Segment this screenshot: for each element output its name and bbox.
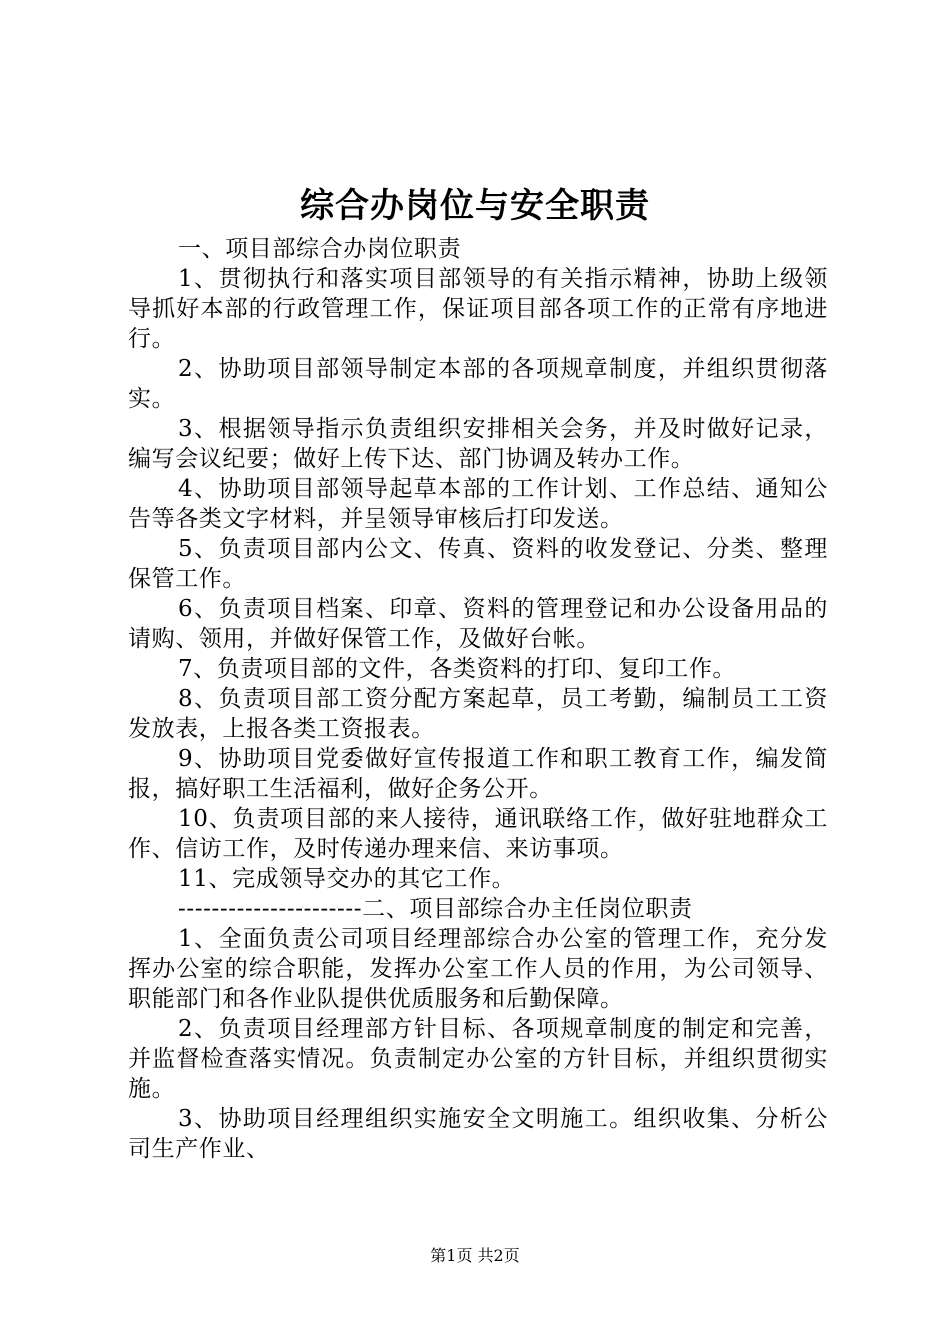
paragraph-item: 2、协助项目部领导制定本部的各项规章制度，并组织贯彻落实。: [128, 356, 828, 412]
paragraph-item: 6、负责项目档案、印章、资料的管理登记和办公设备用品的请购、领用，并做好保管工作，及做好台帐。: [128, 596, 828, 652]
section-heading-1: 一、项目部综合办岗位职责: [178, 236, 462, 262]
section-heading-2: ----------------------二、项目部综合办主任岗位职责: [178, 896, 693, 922]
paragraph-item: 3、协助项目经理组织实施安全文明施工。组织收集、分析公司生产作业、: [128, 1106, 828, 1162]
document-body: [128, 234, 828, 1164]
paragraph-item: 7、负责项目部的文件，各类资料的打印、复印工作。: [178, 656, 737, 682]
paragraph-item: 1、贯彻执行和落实项目部领导的有关指示精神，协助上级领导抓好本部的行政管理工作，保证项目部各项工作的正常有序地进行。: [128, 266, 828, 352]
paragraph-item: 3、根据领导指示负责组织安排相关会务，并及时做好记录，编写会议纪要；做好上传下达、部门协调及转办工作。: [128, 416, 828, 472]
paragraph-item: 4、协助项目部领导起草本部的工作计划、工作总结、通知公告等各类文字材料，并呈领导审核后打印发送。: [128, 476, 828, 532]
paragraph-item: 5、负责项目部内公文、传真、资料的收发登记、分类、整理保管工作。: [128, 536, 828, 592]
paragraph-item: 1、全面负责公司项目经理部综合办公室的管理工作，充分发挥办公室的综合职能，发挥办公室工作人员的作用，为公司领导、职能部门和各作业队提供优质服务和后勤保障。: [128, 926, 828, 1012]
page-footer: 第1页 共2页: [430, 1246, 520, 1265]
paragraph-item: 8、负责项目部工资分配方案起草，员工考勤，编制员工工资发放表，上报各类工资报表。: [128, 686, 828, 742]
paragraph-item: 11、完成领导交办的其它工作。: [178, 866, 516, 892]
paragraph-item: 10、负责项目部的来人接待，通讯联络工作，做好驻地群众工作、信访工作，及时传递办理来信、来访事项。: [128, 806, 828, 862]
paragraph-item: 2、负责项目经理部方针目标、各项规章制度的制定和完善，并监督检查落实情况。负责制定办公室的方针目标，并组织贯彻实施。: [128, 1016, 828, 1102]
paragraph-item: 9、协助项目党委做好宣传报道工作和职工教育工作，编发简报，搞好职工生活福利，做好企务公开。: [128, 746, 828, 802]
document-title: 综合办岗位与安全职责: [300, 186, 650, 226]
